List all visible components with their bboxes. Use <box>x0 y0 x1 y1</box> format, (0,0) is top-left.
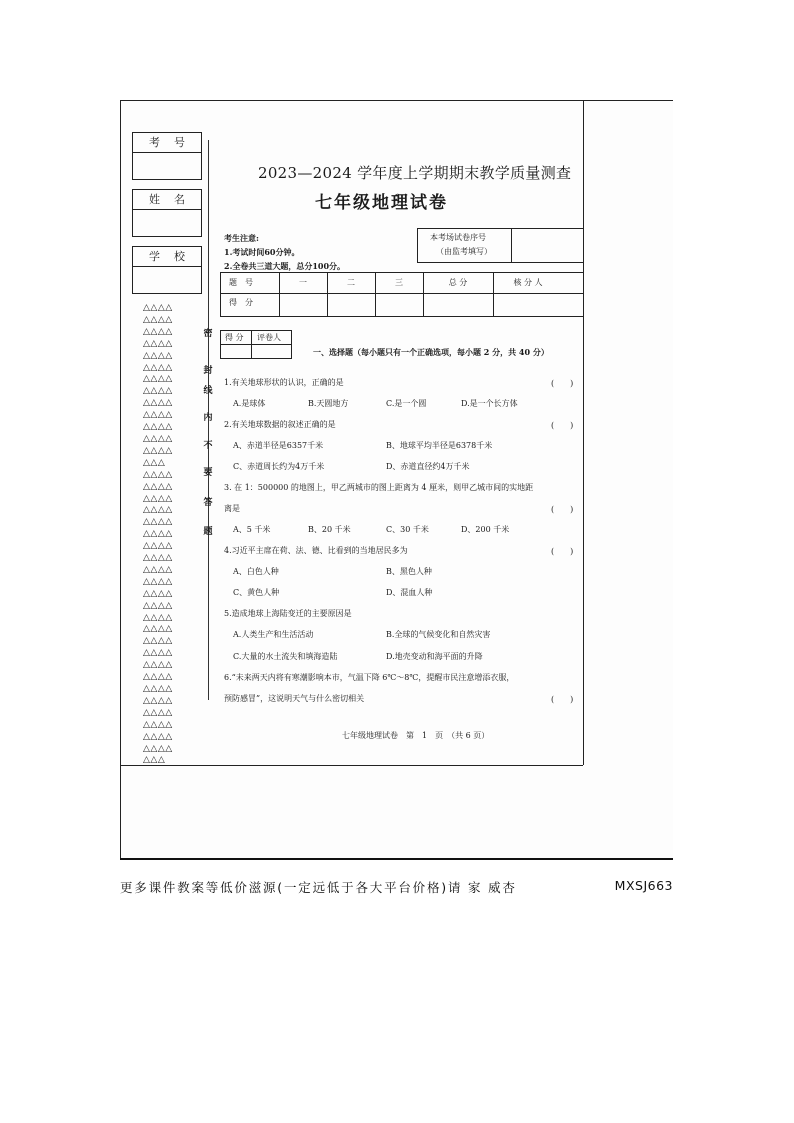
option: D、赤道直径约4万千米 <box>386 462 470 471</box>
option: A.人类生产和生活活动 <box>233 630 314 639</box>
option: D、混血人种 <box>386 588 433 597</box>
promo-text: 更多课件教案等低价滋源(一定远低于各大平台价格)请 家 威杏 <box>120 880 517 895</box>
notice-item: 2.全卷共三道大题，总分100分。 <box>224 261 346 271</box>
option: B、黑色人种 <box>386 567 432 576</box>
option: A、赤道半径是6357千米 <box>233 441 324 450</box>
scan-top-edge <box>120 100 673 101</box>
question-stem: 2.有关地球数据的叙述正确的是 <box>224 420 336 429</box>
exam-title-line1: 2023—2024 学年度上学期期末教学质量测查 <box>258 164 572 182</box>
question-stem: 6.“未来两天内将有寒潮影响本市，气温下降 6℃～8℃，提醒市民注意增添衣服， <box>224 673 515 682</box>
option: B、地球平均半径是6378千米 <box>386 441 493 450</box>
question-stem: 5.造成地球上海陆变迁的主要原因是 <box>224 609 352 618</box>
school-box[interactable] <box>132 246 202 294</box>
answer-paren[interactable]: ( ) <box>551 421 574 430</box>
option: B.天圆地方 <box>308 399 349 408</box>
question-stem: 1.有关地球形状的认识，正确的是 <box>224 378 344 387</box>
scan-left-edge <box>120 100 121 860</box>
seal-char: 密 <box>203 329 213 339</box>
score-table <box>220 272 584 317</box>
scan-bottom-edge <box>120 858 673 860</box>
option: A、白色人种 <box>233 567 279 576</box>
exam-title: 七年级地理试卷 <box>315 193 448 213</box>
score-table-header: 三 <box>395 278 403 287</box>
answer-paren[interactable]: ( ) <box>551 547 574 556</box>
exam-number-box[interactable] <box>132 132 202 180</box>
score-table-header: 一 <box>299 278 307 287</box>
option: D.地壳变动和海平面的升降 <box>386 652 483 661</box>
option: B.全球的气候变化和自然灾害 <box>386 630 491 639</box>
score-table-header: 总 分 <box>448 278 468 287</box>
score-row-label: 得 分 <box>229 298 253 307</box>
score-table-header: 题 号 <box>229 278 253 287</box>
score-table-header: 核 分 人 <box>513 278 543 287</box>
option: C、黄色人种 <box>233 588 280 597</box>
option: D、200 千米 <box>461 525 510 534</box>
answer-paren[interactable]: ( ) <box>551 379 574 388</box>
section-score-box <box>220 330 292 359</box>
seal-char: 封 <box>203 366 213 376</box>
seal-char: 不 <box>203 441 213 451</box>
seal-char: 答 <box>203 498 213 508</box>
option: B、20 千米 <box>308 525 351 534</box>
page-number-footer: 七年级地理试卷 第 1 页 （共 6 页） <box>342 731 490 740</box>
notice-heading: 考生注意: <box>224 233 259 243</box>
question-stem: 4.习近平主席在荷、法、德、比看到的当地居民多为 <box>224 546 408 555</box>
serial-number-label: 本考场试卷序号 <box>430 233 486 242</box>
option: A、5 千米 <box>233 525 271 534</box>
option: C.大量的水土流失和填海造陆 <box>233 652 338 661</box>
notice-item: 1.考试时间60分钟。 <box>224 247 300 257</box>
section-heading: 一、选择题（每小题只有一个正确选项，每小题 2 分，共 40 分） <box>313 347 549 357</box>
section-score-label: 得 分 <box>225 333 244 342</box>
score-table-header: 二 <box>347 278 355 287</box>
name-box[interactable] <box>132 189 202 237</box>
school-label: 学校 <box>133 247 201 267</box>
seal-char: 要 <box>203 468 213 478</box>
option: C、赤道周长约为4万千米 <box>233 462 325 471</box>
section-grader-label: 评卷人 <box>257 333 281 342</box>
binding-triangles: △△△△ △△△△ △△△△ △△△△ △△△△ △△△△ △△△△ △△△△ △△△△ △△△△ △△△△ △△△△ △△△△ △△△ △△△△ △△△△ △△△△ △△△△ △△△△ △△△△ △△△△ △△△△ △△△△ △△△△ △△△△ △△△△ △△△△ △△△△ △△△△ △△△△ △△△△ △△△△ △△△△ △△△△ △△△△ △△△△ △△△△ △△△△ △△△ <box>143 303 173 766</box>
answer-paren[interactable]: ( ) <box>551 505 574 514</box>
option: C.是一个圆 <box>386 399 427 408</box>
option: D.是一个长方体 <box>461 399 518 408</box>
promo-code: MXSJ663 <box>614 878 673 893</box>
scan-right-edge <box>583 100 584 765</box>
name-label: 姓名 <box>133 190 201 210</box>
question-stem: 3. 在 1：500000 的地图上，甲乙两城市的图上距离为 4 厘米，则甲乙城市间的实地距 <box>224 483 534 492</box>
answer-paren[interactable]: ( ) <box>551 695 574 704</box>
option: A.是球体 <box>233 399 266 408</box>
question-stem-cont: 预防感冒”，这说明天气与什么密切相关 <box>224 694 365 703</box>
exam-number-label: 考号 <box>133 133 201 153</box>
serial-number-note: （由监考填写） <box>436 247 492 256</box>
seal-char: 题 <box>203 527 213 537</box>
serial-number-box[interactable] <box>417 228 584 263</box>
seal-char: 线 <box>203 386 213 396</box>
question-stem-cont: 离是 <box>224 504 240 513</box>
scan-page-bottom-line <box>120 765 583 766</box>
scanned-exam-page <box>120 100 673 860</box>
option: C、30 千米 <box>386 525 429 534</box>
seal-char: 内 <box>203 413 213 423</box>
